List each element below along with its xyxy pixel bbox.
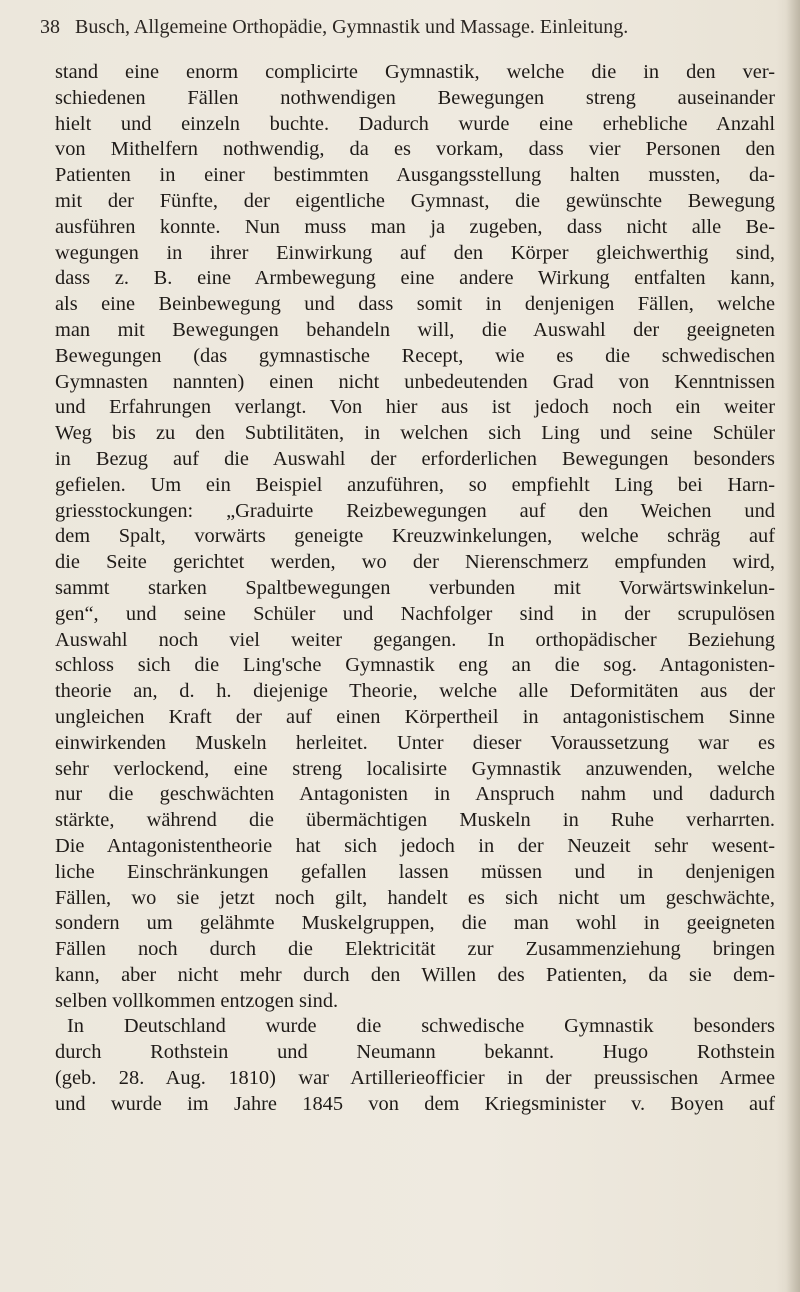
text-line: griesstockungen: „Graduirte Reizbewegungen auf den Weichen und [55,499,775,522]
text-line: einwirkenden Muskeln herleitet. Unter dieser Voraussetzung war es [55,731,775,754]
text-line: Fällen, wo sie jetzt noch gilt, handelt es sich nicht um geschwächte, [55,886,775,909]
text-line: dem Spalt, vorwärts geneigte Kreuzwinkelungen, welche schräg auf [55,525,775,548]
text-line: Fällen noch durch die Elektricität zur Zusammenziehung bringen [55,938,775,961]
text-line: hielt und einzeln buchte. Dadurch wurde eine erhebliche Anzahl [55,112,775,135]
text-line: Patienten in einer bestimmten Ausgangsstellung halten mussten, da- [55,164,775,187]
paragraph-start-line: In Deutschland wurde die schwedische Gymnastik besonders [67,1015,775,1038]
text-line: Weg bis zu den Subtilitäten, in welchen sich Ling und seine Schüler [55,422,775,445]
text-line: gen“, und seine Schüler und Nachfolger sind in der scrupulösen [55,602,775,625]
text-line: Gymnasten nannten) einen nicht unbedeutenden Grad von Kenntnissen [55,370,775,393]
text-line: sondern um gelähmte Muskelgruppen, die man wohl in geeigneten [55,912,775,935]
text-line: nur die geschwächten Antagonisten in Anspruch nahm und dadurch [55,783,775,806]
text-line: Bewegungen (das gymnastische Recept, wie es die schwedischen [55,344,775,367]
text-line: ausführen konnte. Nun muss man ja zugeben, dass nicht alle Be- [55,215,775,238]
text-line: dass z. B. eine Armbewegung eine andere Wirkung entfalten kann, [55,267,775,290]
text-line: stärkte, während die übermächtigen Muskeln in Ruhe verharrten. [55,809,775,832]
paragraph-end-line: selben vollkommen entzogen sind. [55,989,339,1012]
body-text [55,60,775,1118]
page-edge-shadow [786,0,800,1292]
text-line: man mit Bewegungen behandeln will, die Auswahl der geeigneten [55,318,775,341]
running-header [40,16,780,46]
text-line: mit der Fünfte, der eigentliche Gymnast, die gewünschte Bewegung [55,189,775,212]
text-line: durch Rothstein und Neumann bekannt. Hugo Rothstein [55,1041,775,1064]
text-line: stand eine enorm complicirte Gymnastik, welche die in den ver- [55,61,775,83]
text-line: sehr verlockend, eine streng localisirte Gymnastik anzuwenden, welche [55,757,775,780]
text-line: in Bezug auf die Auswahl der erforderlichen Bewegungen besonders [55,447,775,470]
text-line: die Seite gerichtet werden, wo der Nierenschmerz empfunden wird, [55,551,775,574]
text-line: Auswahl noch viel weiter gegangen. In orthopädischer Beziehung [55,628,775,651]
text-line: und wurde im Jahre 1845 von dem Kriegsminister v. Boyen auf [55,1092,775,1115]
text-line: ungleichen Kraft der auf einen Körpertheil in antagonistischem Sinne [55,705,775,728]
text-line: als eine Beinbewegung und dass somit in denjenigen Fällen, welche [55,293,775,316]
page-number: 38 [40,16,60,38]
text-line: kann, aber nicht mehr durch den Willen des Patienten, da sie dem- [55,963,775,986]
running-title: Busch, Allgemeine Orthopädie, Gymnastik und Massage. Einleitung. [75,16,629,38]
text-line: wegungen in ihrer Einwirkung auf den Körper gleichwerthig sind, [55,241,775,264]
text-line: sammt starken Spaltbewegungen verbunden mit Vorwärtswinkelun- [55,576,775,599]
text-line: und Erfahrungen verlangt. Von hier aus ist jedoch noch ein weiter [55,396,775,419]
text-line: gefielen. Um ein Beispiel anzuführen, so empfiehlt Ling bei Harn- [55,473,775,496]
text-line: theorie an, d. h. diejenige Theorie, welche alle Deformitäten aus der [55,680,775,703]
text-line: schiedenen Fällen nothwendigen Bewegungen streng auseinander [55,86,775,109]
text-line: Die Antagonistentheorie hat sich jedoch in der Neuzeit sehr wesent- [55,834,775,857]
text-line: liche Einschränkungen gefallen lassen müssen und in denjenigen [55,860,775,883]
text-line: schloss sich die Ling'sche Gymnastik eng an die sog. Antagonisten- [55,654,775,677]
text-line: (geb. 28. Aug. 1810) war Artillerieofficier in der preussischen Armee [55,1067,775,1090]
text-line: von Mithelfern nothwendig, da es vorkam, dass vier Personen den [55,138,775,161]
